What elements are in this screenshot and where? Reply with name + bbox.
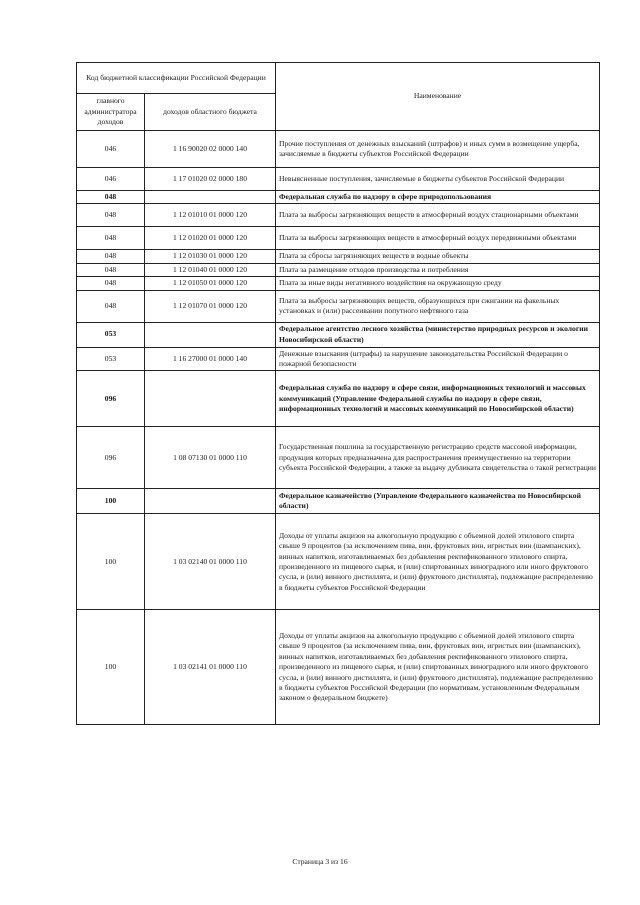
revenue-code-cell: 1 03 02140 01 0000 110 bbox=[145, 514, 276, 610]
page-number: Страница 3 из 16 bbox=[292, 857, 348, 866]
name-cell: Невыясненные поступления, зачисляемые в бюджеты субъектов Российской Федерации bbox=[276, 168, 600, 191]
revenue-code-cell bbox=[145, 322, 276, 347]
admin-code-cell: 048 bbox=[77, 227, 145, 250]
admin-code-cell: 048 bbox=[77, 277, 145, 290]
header-name: Наименование bbox=[276, 63, 600, 131]
revenue-code-cell: 1 17 01020 02 0000 180 bbox=[145, 168, 276, 191]
table-row bbox=[77, 371, 600, 427]
table-row bbox=[77, 347, 600, 371]
revenue-code-cell: 1 12 01020 01 0000 120 bbox=[145, 227, 276, 250]
revenue-code-cell: 1 12 01010 01 0000 120 bbox=[145, 204, 276, 227]
admin-code-cell: 100 bbox=[77, 514, 145, 610]
table-row bbox=[77, 290, 600, 322]
name-cell: Прочие поступления от денежных взысканий (штрафов) и иных сумм в возмещение ущерба, зачисляемые в бюджеты субъектов Российской Федерации bbox=[276, 131, 600, 168]
name-cell: Государственная пошлина за государственную регистрацию средств массовой информации, продукция которых предназначена для распространения преимущественно на территории субъекта Российской Федерации, а также за выдачу дубликата свидетельства о такой регистрации bbox=[276, 427, 600, 489]
revenue-code-cell: 1 12 01070 01 0000 120 bbox=[145, 290, 276, 322]
name-cell: Федеральная служба по надзору в сфере связи, информационных технологий и массовых коммуникаций (Управление Федеральной службы по надзору в сфере связи, информационных технологий и массовых коммуникаций по Новосибирской области) bbox=[276, 371, 600, 427]
table-body bbox=[77, 131, 600, 725]
revenue-code-cell: 1 03 02141 01 0000 110 bbox=[145, 610, 276, 725]
header-group-title: Код бюджетной классификации Российской Федерации bbox=[77, 63, 276, 94]
name-cell: Плата за выбросы загрязняющих веществ в атмосферный воздух стационарными объектами bbox=[276, 204, 600, 227]
name-cell: Федеральное агентство лесного хозяйства (министерство природных ресурсов и экологии Новосибирской области) bbox=[276, 322, 600, 347]
table-row bbox=[77, 227, 600, 250]
revenue-code-cell: 1 12 01030 01 0000 120 bbox=[145, 250, 276, 263]
header-admin: главного администратора доходов bbox=[77, 94, 145, 131]
revenue-code-cell bbox=[145, 191, 276, 204]
name-cell: Федеральное казначейство (Управление Федерального казначейства по Новосибирской области) bbox=[276, 489, 600, 514]
table-row bbox=[77, 191, 600, 204]
table-row bbox=[77, 250, 600, 263]
table-header bbox=[77, 63, 600, 131]
table-row bbox=[77, 427, 600, 489]
name-cell: Доходы от уплаты акцизов на алкогольную продукцию с объемной долей этилового спирта свыше 9 процентов (за исключением пива, вин, фруктовых вин, игристых вин (шампанских), винных напитков, изготавливаемых без добавления ректификованного этилового спирта, произведенного из пищевого сырья, и (или) спиртованных виноградного или иного фруктового сусла, и (или) винного дистиллята, и (или) фруктового дистиллята), подлежащие распределению в бюджеты субъектов Российской Федерации (по нормативам, установленным Федеральным законом о федеральном бюджете) bbox=[276, 610, 600, 725]
admin-code-cell: 053 bbox=[77, 322, 145, 347]
name-cell: Плата за выбросы загрязняющих веществ, образующихся при сжигании на факельных установках и (или) рассеивании попутного нефтяного газа bbox=[276, 290, 600, 322]
admin-code-cell: 048 bbox=[77, 191, 145, 204]
admin-code-cell: 046 bbox=[77, 131, 145, 168]
admin-code-cell: 100 bbox=[77, 610, 145, 725]
name-cell: Плата за сбросы загрязняющих веществ в водные объекты bbox=[276, 250, 600, 263]
table-row bbox=[77, 204, 600, 227]
name-cell: Денежные взыскания (штрафы) за нарушение законодательства Российской Федерации о пожарной безопасности bbox=[276, 347, 600, 371]
table-row bbox=[77, 322, 600, 347]
revenue-code-cell bbox=[145, 489, 276, 514]
admin-code-cell: 048 bbox=[77, 263, 145, 276]
table-row bbox=[77, 489, 600, 514]
revenue-code-cell: 1 12 01050 01 0000 120 bbox=[145, 277, 276, 290]
table-row bbox=[77, 131, 600, 168]
revenue-code-cell: 1 12 01040 01 0000 120 bbox=[145, 263, 276, 276]
revenue-code-cell: 1 08 07130 01 0000 110 bbox=[145, 427, 276, 489]
name-cell: Плата за иные виды негативного воздействия на окружающую среду bbox=[276, 277, 600, 290]
budget-classification-table bbox=[76, 62, 600, 725]
table-row bbox=[77, 168, 600, 191]
table-row bbox=[77, 263, 600, 276]
revenue-code-cell: 1 16 90020 02 0000 140 bbox=[145, 131, 276, 168]
admin-code-cell: 096 bbox=[77, 427, 145, 489]
table-row bbox=[77, 610, 600, 725]
name-cell: Доходы от уплаты акцизов на алкогольную продукцию с объемной долей этилового спирта свыше 9 процентов (за исключением пива, вин, фруктовых вин, игристых вин (шампанских), винных напитков, изготавливаемых без добавления ректификованного этилового спирта, произведенного из пищевого сырья, и (или) спиртованных виноградного или иного фруктового сусла, и (или) винного дистиллята, и (или) фруктового дистиллята), подлежащие распределению в бюджеты субъектов Российской Федерации bbox=[276, 514, 600, 610]
name-cell: Плата за размещение отходов производства и потребления bbox=[276, 263, 600, 276]
header-code: доходов областного бюджета bbox=[145, 94, 276, 131]
admin-code-cell: 048 bbox=[77, 204, 145, 227]
table-row bbox=[77, 277, 600, 290]
admin-code-cell: 096 bbox=[77, 371, 145, 427]
admin-code-cell: 053 bbox=[77, 347, 145, 371]
revenue-code-cell bbox=[145, 371, 276, 427]
admin-code-cell: 046 bbox=[77, 168, 145, 191]
admin-code-cell: 048 bbox=[77, 290, 145, 322]
table-row bbox=[77, 514, 600, 610]
admin-code-cell: 100 bbox=[77, 489, 145, 514]
name-cell: Федеральная служба по надзору в сфере природопользования bbox=[276, 191, 600, 204]
admin-code-cell: 048 bbox=[77, 250, 145, 263]
name-cell: Плата за выбросы загрязняющих веществ в атмосферный воздух передвижными объектами bbox=[276, 227, 600, 250]
revenue-code-cell: 1 16 27000 01 0000 140 bbox=[145, 347, 276, 371]
